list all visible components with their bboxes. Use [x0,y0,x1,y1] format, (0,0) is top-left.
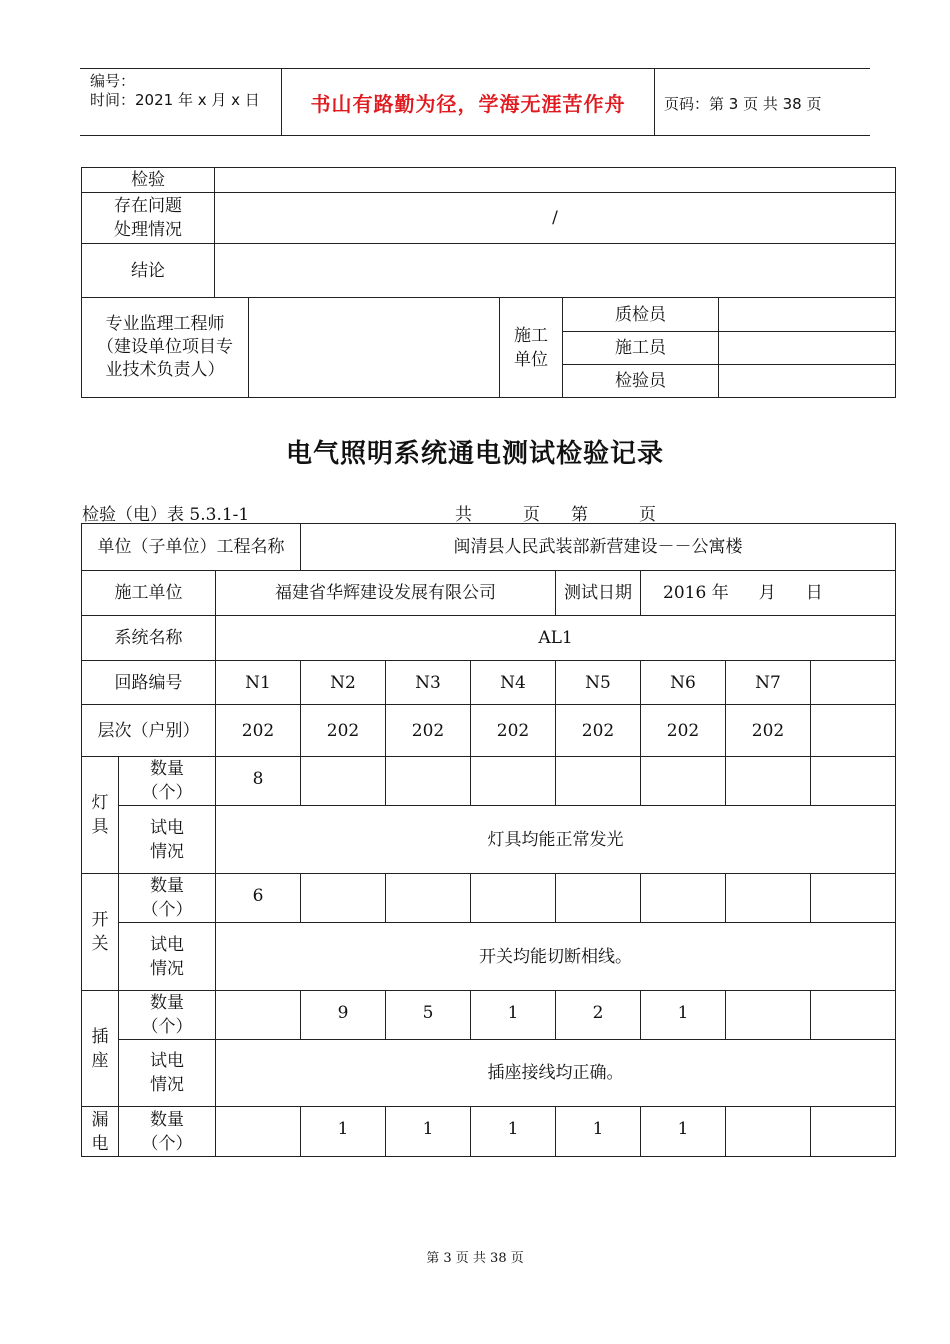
quantity-cell [726,1107,811,1157]
quantity-cell [471,874,556,923]
floor-cell: 202 [386,705,471,757]
quantity-cell: 1 [641,1107,726,1157]
header-time: 时间：2021 年 x 月 x 日 [90,91,260,109]
signoff-table [81,167,896,398]
header-top-rule [80,68,870,69]
project-value: 闽清县人民武装部新营建设－－公寓楼 [301,524,896,571]
floor-cell: 202 [216,705,301,757]
test-label: 试电 情况 [119,806,216,874]
role-constructor-signature [719,332,896,365]
header-bottom-rule [80,135,870,136]
quantity-cell: 1 [471,1107,556,1157]
quantity-cell [811,991,896,1040]
group-name: 开 关 [82,874,119,991]
role-inspector-signature [719,365,896,398]
quantity-cell [471,757,556,806]
quantity-cell [811,1107,896,1157]
quantity-cell: 1 [556,1107,641,1157]
issues-label: 存在问题 处理情况 [82,193,215,244]
role-constructor: 施工员 [563,332,719,365]
quantity-cell [811,757,896,806]
circuit-cell: N6 [641,661,726,705]
circuit-cell [811,661,896,705]
contractor-value: 福建省华辉建设发展有限公司 [216,571,556,616]
role-quality-inspector-signature [719,298,896,332]
circuit-cell: N4 [471,661,556,705]
test-result: 开关均能切断相线。 [216,923,896,991]
circuit-label: 回路编号 [82,661,216,705]
floor-cell: 202 [471,705,556,757]
system-label: 系统名称 [82,616,216,661]
floor-cell: 202 [726,705,811,757]
floor-cell [811,705,896,757]
conclusion-value [215,244,896,298]
test-result: 插座接线均正确。 [216,1040,896,1107]
quantity-cell: 2 [556,991,641,1040]
quantity-cell [556,757,641,806]
test-date-month: 月 [758,583,776,603]
record-table [81,523,896,1157]
circuit-cell: N7 [726,661,811,705]
quantity-cell: 1 [471,991,556,1040]
floor-cell: 202 [641,705,726,757]
test-date-year: 2016 年 [663,583,729,603]
circuit-cell: N1 [216,661,301,705]
contractor-label: 施工单位 [82,571,216,616]
circuit-cell: N2 [301,661,386,705]
quantity-cell: 9 [301,991,386,1040]
page-count [455,500,656,525]
inspection-label: 检验 [82,168,215,193]
floor-cell: 202 [301,705,386,757]
test-date-value [641,571,896,616]
page-count-unit: 页 [639,505,656,525]
floor-cell: 202 [556,705,641,757]
quantity-cell [216,1107,301,1157]
quantity-cell [386,874,471,923]
conclusion-label: 结论 [82,244,215,298]
issues-value: / [215,193,896,244]
quantity-label: 数量 （个） [119,757,216,806]
quantity-cell [556,874,641,923]
page-count-unit: 页 [523,505,540,525]
group-name: 插 座 [82,991,119,1107]
supervisor-label: 专业监理工程师（建设单位项目专业技术负责人） [82,298,249,398]
construction-unit-label: 施工 单位 [500,298,563,398]
quantity-cell [811,874,896,923]
page-count-total: 共 [455,505,472,525]
role-inspector: 检验员 [563,365,719,398]
quantity-cell: 1 [386,1107,471,1157]
inspection-value [215,168,896,193]
floor-label: 层次（户别） [82,705,216,757]
quantity-cell [726,757,811,806]
quantity-cell: 1 [301,1107,386,1157]
quantity-cell [301,874,386,923]
system-value: AL1 [216,616,896,661]
quantity-cell: 5 [386,991,471,1040]
header-page-info: 页码：第 3 页 共 38 页 [664,95,822,113]
quantity-cell [726,874,811,923]
quantity-label: 数量 （个） [119,991,216,1040]
test-result: 灯具均能正常发光 [216,806,896,874]
quantity-cell [216,991,301,1040]
quantity-cell: 6 [216,874,301,923]
quantity-label: 数量 （个） [119,1107,216,1157]
project-label: 单位（子单位）工程名称 [82,524,301,571]
circuit-cell: N3 [386,661,471,705]
supervisor-signature [249,298,500,398]
role-quality-inspector: 质检员 [563,298,719,332]
quantity-cell [641,874,726,923]
document-title: 电气照明系统通电测试检验记录 [285,439,664,469]
header-divider [654,68,655,135]
group-name: 灯 具 [82,757,119,874]
test-date-day: 日 [805,583,823,603]
quantity-cell [726,991,811,1040]
quantity-label: 数量 （个） [119,874,216,923]
test-date-label: 测试日期 [556,571,641,616]
test-label: 试电 情况 [119,923,216,991]
header-meta [90,72,260,110]
group-name: 漏 电 [82,1107,119,1157]
page-count-current: 第 [571,505,588,525]
page-footer: 第 3 页 共 38 页 [426,1251,524,1266]
test-label: 试电 情况 [119,1040,216,1107]
header-motto: 书山有路勤为径，学海无涯苦作舟 [310,92,626,116]
quantity-cell [301,757,386,806]
quantity-cell [641,757,726,806]
quantity-cell [386,757,471,806]
quantity-cell: 1 [641,991,726,1040]
quantity-cell: 8 [216,757,301,806]
header-number: 编号： [90,72,136,90]
form-code: 检验（电）表 5.3.1-1 [82,505,250,525]
circuit-cell: N5 [556,661,641,705]
